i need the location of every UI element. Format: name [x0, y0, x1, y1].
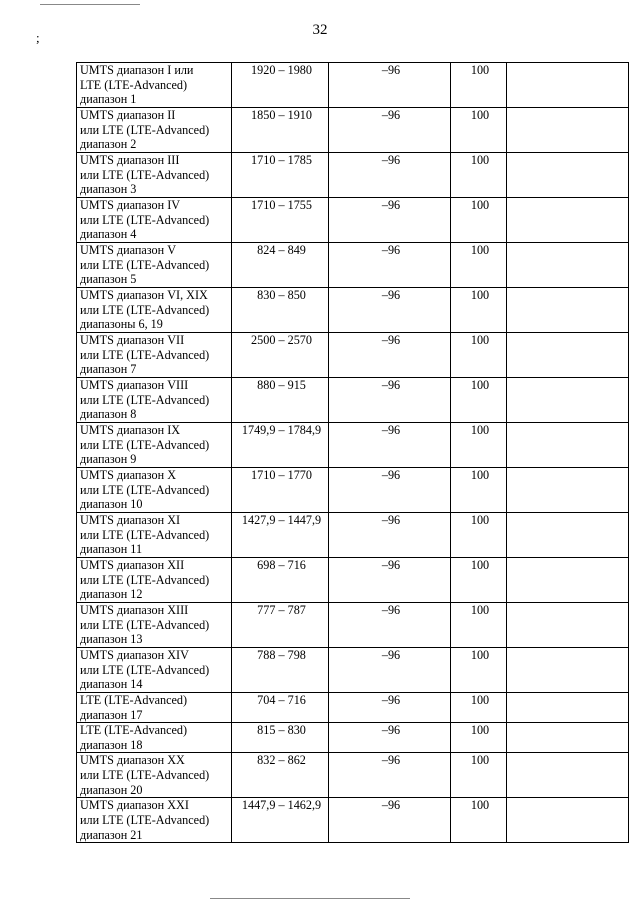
- band-name-line: или LTE (LTE-Advanced): [80, 527, 210, 542]
- frequency-range-cell: 1710 – 1770: [232, 468, 329, 513]
- frequency-range-cell: 698 – 716: [232, 558, 329, 603]
- frequency-range-cell: 830 – 850: [232, 288, 329, 333]
- bands-table: [76, 62, 629, 843]
- page-number: 32: [312, 22, 328, 38]
- band-name-cell: [77, 513, 232, 558]
- frequency-range-cell: 815 – 830: [232, 723, 329, 753]
- band-name-line: UMTS диапазон I или: [80, 63, 194, 77]
- band-name-line: диапазоны 6, 19: [80, 317, 163, 332]
- level-cell: –96: [329, 153, 451, 198]
- level-cell: –96: [329, 288, 451, 333]
- band-name-line: диапазон 20: [80, 782, 143, 797]
- value-cell: 100: [451, 243, 507, 288]
- band-name-cell: [77, 753, 232, 798]
- empty-cell: [507, 333, 629, 378]
- value-cell: 100: [451, 558, 507, 603]
- value-cell: 100: [451, 648, 507, 693]
- table-row: [77, 753, 629, 798]
- band-name-line: UMTS диапазон VII: [80, 333, 185, 347]
- frequency-range-cell: 1850 – 1910: [232, 108, 329, 153]
- band-name-line: диапазон 13: [80, 632, 143, 647]
- band-name-line: или LTE (LTE-Advanced): [80, 392, 210, 407]
- table-row: [77, 603, 629, 648]
- level-cell: –96: [329, 558, 451, 603]
- value-cell: 100: [451, 198, 507, 243]
- empty-cell: [507, 798, 629, 843]
- table-row: [77, 108, 629, 153]
- frequency-range-cell: 777 – 787: [232, 603, 329, 648]
- level-cell: –96: [329, 693, 451, 723]
- band-name-line: диапазон 2: [80, 137, 137, 152]
- band-name-line: диапазон 12: [80, 587, 143, 602]
- table-row: [77, 648, 629, 693]
- level-cell: –96: [329, 468, 451, 513]
- band-name-cell: [77, 378, 232, 423]
- margin-marks: ;: [36, 30, 44, 45]
- band-name-line: LTE (LTE-Advanced): [80, 693, 188, 707]
- level-cell: –96: [329, 603, 451, 648]
- band-name-line: диапазон 21: [80, 827, 143, 842]
- level-cell: –96: [329, 333, 451, 378]
- level-cell: –96: [329, 108, 451, 153]
- band-name-line: UMTS диапазон VIII: [80, 378, 189, 392]
- band-name-line: UMTS диапазон IX: [80, 423, 181, 437]
- empty-cell: [507, 468, 629, 513]
- table-row: [77, 798, 629, 843]
- band-name-line: или LTE (LTE-Advanced): [80, 572, 210, 587]
- value-cell: 100: [451, 378, 507, 423]
- level-cell: –96: [329, 63, 451, 108]
- band-name-line: UMTS диапазон XIV: [80, 648, 189, 662]
- level-cell: –96: [329, 378, 451, 423]
- empty-cell: [507, 198, 629, 243]
- band-name-cell: [77, 693, 232, 723]
- band-name-line: или LTE (LTE-Advanced): [80, 347, 210, 362]
- empty-cell: [507, 378, 629, 423]
- value-cell: 100: [451, 153, 507, 198]
- table-row: [77, 468, 629, 513]
- band-name-line: UMTS диапазон XII: [80, 558, 185, 572]
- value-cell: 100: [451, 423, 507, 468]
- band-name-cell: [77, 723, 232, 753]
- table-row: [77, 723, 629, 753]
- frequency-range-cell: 1710 – 1755: [232, 198, 329, 243]
- band-name-line: диапазон 10: [80, 497, 143, 512]
- frequency-range-cell: 1427,9 – 1447,9: [232, 513, 329, 558]
- empty-cell: [507, 693, 629, 723]
- empty-cell: [507, 513, 629, 558]
- table-row: [77, 513, 629, 558]
- band-name-cell: [77, 63, 232, 108]
- band-name-line: UMTS диапазон XXI: [80, 798, 189, 813]
- band-name-line: LTE (LTE-Advanced): [80, 723, 188, 738]
- empty-cell: [507, 648, 629, 693]
- value-cell: 100: [451, 798, 507, 843]
- band-name-cell: [77, 648, 232, 693]
- bands-table-body: [77, 63, 629, 843]
- band-name-cell: [77, 468, 232, 513]
- band-name-cell: [77, 153, 232, 198]
- band-name-line: диапазон 14: [80, 677, 143, 692]
- empty-cell: [507, 108, 629, 153]
- band-name-cell: [77, 108, 232, 153]
- band-name-line: диапазон 4: [80, 227, 137, 242]
- value-cell: 100: [451, 108, 507, 153]
- empty-cell: [507, 63, 629, 108]
- table-row: [77, 243, 629, 288]
- frequency-range-cell: 2500 – 2570: [232, 333, 329, 378]
- frequency-range-cell: 832 – 862: [232, 753, 329, 798]
- level-cell: –96: [329, 513, 451, 558]
- band-name-line: или LTE (LTE-Advanced): [80, 662, 210, 677]
- band-name-line: диапазон 18: [80, 737, 143, 752]
- table-row: [77, 378, 629, 423]
- frequency-range-cell: 880 – 915: [232, 378, 329, 423]
- level-cell: –96: [329, 423, 451, 468]
- value-cell: 100: [451, 603, 507, 648]
- scan-artifact: [40, 4, 140, 5]
- table-row: [77, 558, 629, 603]
- band-name-line: или LTE (LTE-Advanced): [80, 812, 210, 827]
- band-name-line: или LTE (LTE-Advanced): [80, 167, 210, 182]
- band-name-line: UMTS диапазон II: [80, 108, 176, 122]
- value-cell: 100: [451, 723, 507, 753]
- value-cell: 100: [451, 693, 507, 723]
- value-cell: 100: [451, 753, 507, 798]
- band-name-line: или LTE (LTE-Advanced): [80, 617, 210, 632]
- band-name-line: диапазон 7: [80, 362, 137, 377]
- value-cell: 100: [451, 468, 507, 513]
- band-name-cell: [77, 243, 232, 288]
- table-row: [77, 423, 629, 468]
- band-name-cell: [77, 798, 232, 843]
- empty-cell: [507, 603, 629, 648]
- table-row: [77, 693, 629, 723]
- frequency-range-cell: 704 – 716: [232, 693, 329, 723]
- table-row: [77, 63, 629, 108]
- band-name-cell: [77, 288, 232, 333]
- band-name-line: диапазон 8: [80, 407, 137, 422]
- band-name-line: UMTS диапазон IV: [80, 198, 181, 212]
- frequency-range-cell: 1749,9 – 1784,9: [232, 423, 329, 468]
- value-cell: 100: [451, 333, 507, 378]
- band-name-line: или LTE (LTE-Advanced): [80, 437, 210, 452]
- level-cell: –96: [329, 753, 451, 798]
- level-cell: –96: [329, 648, 451, 693]
- band-name-line: UMTS диапазон III: [80, 153, 180, 167]
- table-row: [77, 288, 629, 333]
- empty-cell: [507, 288, 629, 333]
- value-cell: 100: [451, 513, 507, 558]
- frequency-range-cell: 1920 – 1980: [232, 63, 329, 108]
- band-name-line: диапазон 5: [80, 272, 137, 287]
- band-name-line: UMTS диапазон V: [80, 243, 177, 257]
- band-name-cell: [77, 423, 232, 468]
- value-cell: 100: [451, 288, 507, 333]
- frequency-range-cell: 1447,9 – 1462,9: [232, 798, 329, 843]
- frequency-range-cell: 824 – 849: [232, 243, 329, 288]
- level-cell: –96: [329, 198, 451, 243]
- empty-cell: [507, 558, 629, 603]
- band-name-cell: [77, 603, 232, 648]
- frequency-range-cell: 788 – 798: [232, 648, 329, 693]
- band-name-line: LTE (LTE-Advanced): [80, 77, 188, 92]
- band-name-line: или LTE (LTE-Advanced): [80, 302, 210, 317]
- band-name-cell: [77, 198, 232, 243]
- band-name-line: диапазон 17: [80, 707, 143, 722]
- value-cell: 100: [451, 63, 507, 108]
- frequency-range-cell: 1710 – 1785: [232, 153, 329, 198]
- level-cell: –96: [329, 798, 451, 843]
- table-row: [77, 153, 629, 198]
- band-name-cell: [77, 558, 232, 603]
- band-name-line: UMTS диапазон XI: [80, 513, 181, 527]
- empty-cell: [507, 423, 629, 468]
- empty-cell: [507, 723, 629, 753]
- empty-cell: [507, 243, 629, 288]
- band-name-line: UMTS диапазон XIII: [80, 603, 189, 617]
- band-name-line: диапазон 9: [80, 452, 137, 467]
- empty-cell: [507, 153, 629, 198]
- band-name-line: или LTE (LTE-Advanced): [80, 767, 210, 782]
- band-name-line: диапазон 3: [80, 182, 137, 197]
- band-name-line: UMTS диапазон X: [80, 468, 177, 482]
- band-name-line: или LTE (LTE-Advanced): [80, 482, 210, 497]
- band-name-line: диапазон 1: [80, 92, 137, 107]
- band-name-line: или LTE (LTE-Advanced): [80, 212, 210, 227]
- scan-artifact: [210, 898, 410, 899]
- band-name-line: или LTE (LTE-Advanced): [80, 122, 210, 137]
- band-name-line: UMTS диапазон XX: [80, 753, 185, 768]
- empty-cell: [507, 753, 629, 798]
- band-name-line: или LTE (LTE-Advanced): [80, 257, 210, 272]
- band-name-line: диапазон 11: [80, 542, 143, 557]
- band-name-cell: [77, 333, 232, 378]
- table-row: [77, 198, 629, 243]
- level-cell: –96: [329, 243, 451, 288]
- band-name-line: UMTS диапазон VI, XIX: [80, 288, 208, 302]
- table-row: [77, 333, 629, 378]
- level-cell: –96: [329, 723, 451, 753]
